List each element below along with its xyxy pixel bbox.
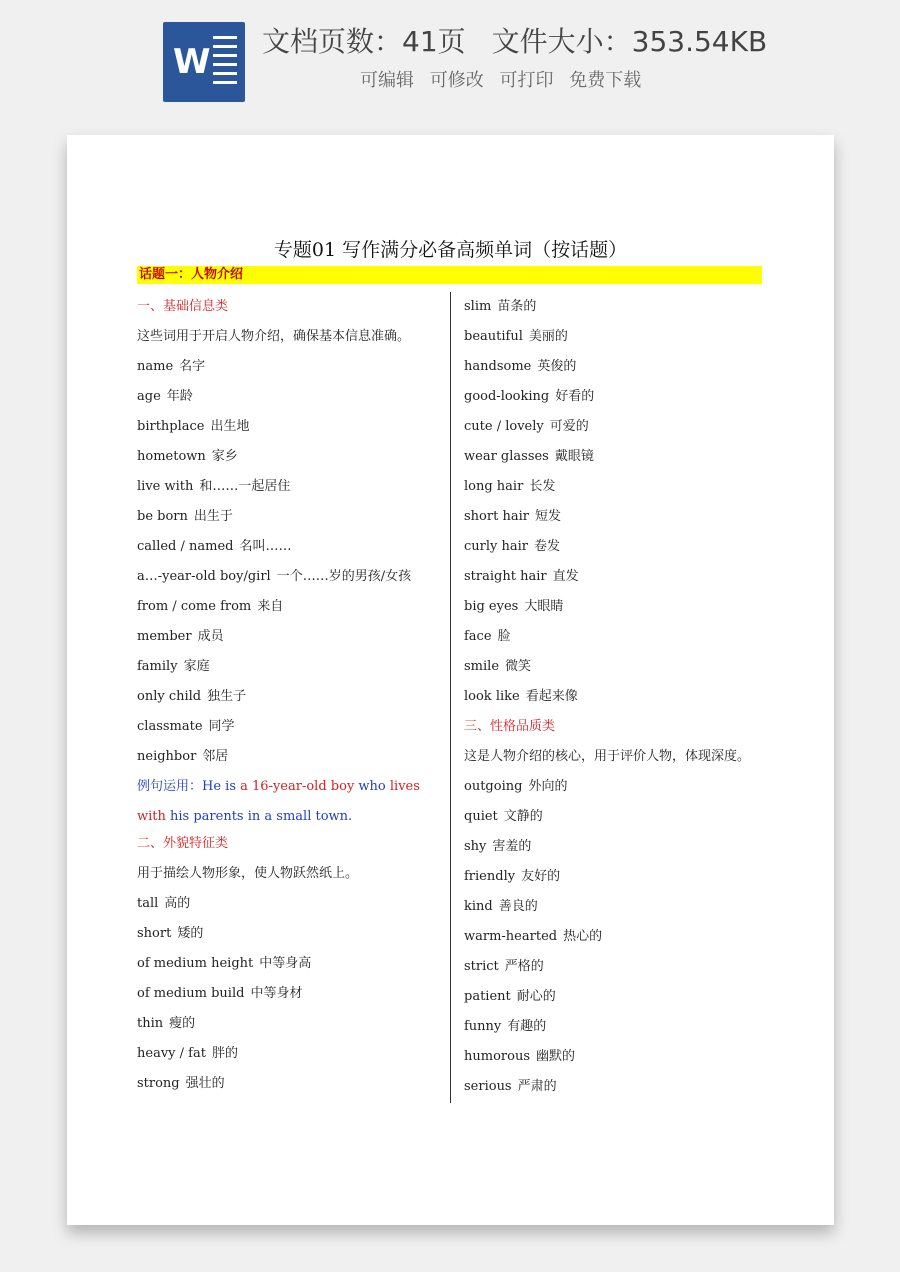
- vocab-chinese: 瘦的: [169, 1016, 196, 1031]
- vocab-entry: [464, 925, 774, 955]
- vocab-entry: [137, 595, 442, 625]
- vocab-chinese: 外向的: [528, 779, 568, 794]
- vocab-english: short hair: [464, 509, 529, 524]
- vocab-english: from / come from: [137, 599, 252, 614]
- vocab-english: kind: [464, 899, 493, 914]
- vocab-english: serious: [464, 1079, 512, 1094]
- vocab-english: strong: [137, 1076, 180, 1091]
- vocab-english: live with: [137, 479, 194, 494]
- vocab-english: birthplace: [137, 419, 205, 434]
- example-fragment: his parents in a small town.: [165, 809, 353, 824]
- vocab-chinese: 中等身高: [259, 956, 312, 971]
- vocab-chinese: 热心的: [563, 929, 603, 944]
- vocab-chinese: 出生地: [210, 419, 250, 434]
- vocab-chinese: 友好的: [521, 869, 561, 884]
- vocab-english: be born: [137, 509, 188, 524]
- vocab-entry: [137, 475, 442, 505]
- vocab-english: a…-year-old boy/girl: [137, 569, 271, 584]
- vocab-chinese: 名叫……: [239, 539, 292, 554]
- vocab-english: shy: [464, 839, 487, 854]
- vocab-entry: [137, 715, 442, 745]
- vocab-chinese: 幽默的: [535, 1049, 575, 1064]
- vocab-english: beautiful: [464, 329, 523, 344]
- vocab-chinese: 独生子: [207, 689, 247, 704]
- vocab-chinese: 邻居: [202, 749, 229, 764]
- file-meta: [262, 20, 793, 60]
- vocab-entry: [137, 415, 442, 445]
- vocab-chinese: 严肃的: [517, 1079, 557, 1094]
- vocab-chinese: 长发: [529, 479, 556, 494]
- vocab-english: outgoing: [464, 779, 523, 794]
- vocab-chinese: 微笑: [505, 659, 532, 674]
- vocab-entry: [464, 835, 774, 865]
- vocab-chinese: 矮的: [177, 926, 204, 941]
- vocab-entry: [137, 355, 442, 385]
- vocab-english: hometown: [137, 449, 206, 464]
- vocab-chinese: 名字: [179, 359, 206, 374]
- document-page: [67, 135, 834, 1225]
- left-column: [137, 295, 442, 1102]
- example-fragment: 例句运用：: [137, 779, 203, 794]
- vocab-chinese: 胖的: [211, 1046, 238, 1061]
- vocab-english: cute / lovely: [464, 419, 544, 434]
- vocab-english: only child: [137, 689, 202, 704]
- example-fragment: lives with: [137, 779, 420, 824]
- vocab-chinese: 家乡: [211, 449, 238, 464]
- section-description: 这是人物介绍的核心，用于评价人物，体现深度。: [464, 749, 751, 764]
- vocab-chinese: 好看的: [555, 389, 595, 404]
- vocab-english: name: [137, 359, 174, 374]
- vocab-entry: [137, 655, 442, 685]
- vocab-chinese: 苗条的: [497, 299, 537, 314]
- section-heading: 二、外貌特征类: [137, 836, 229, 851]
- vocab-entry: [464, 805, 774, 835]
- vocab-chinese: 卷发: [534, 539, 561, 554]
- feature-modifiable: 可修改: [429, 70, 484, 91]
- vocab-entry: [137, 1072, 442, 1102]
- vocab-english: curly hair: [464, 539, 528, 554]
- vocab-entry: [137, 745, 442, 775]
- section-description: 这些词用于开启人物介绍，确保基本信息准确。: [137, 329, 411, 344]
- vocab-entry: [464, 955, 774, 985]
- vocab-chinese: 短发: [534, 509, 561, 524]
- vocab-english: strict: [464, 959, 499, 974]
- vocab-entry: [464, 865, 774, 895]
- vocab-english: member: [137, 629, 192, 644]
- vocab-entry: [464, 475, 774, 505]
- vocab-english: neighbor: [137, 749, 197, 764]
- vocab-entry: [464, 595, 774, 625]
- section-heading: 三、性格品质类: [464, 719, 556, 734]
- vocab-chinese: 英俊的: [537, 359, 577, 374]
- vocab-english: smile: [464, 659, 500, 674]
- vocab-entry: [137, 982, 442, 1012]
- vocab-english: thin: [137, 1016, 164, 1031]
- vocab-chinese: 出生于: [193, 509, 233, 524]
- vocab-english: of medium height: [137, 956, 254, 971]
- vocab-english: of medium build: [137, 986, 245, 1001]
- vocab-entry: [137, 952, 442, 982]
- download-info-header: [0, 0, 900, 130]
- vocab-english: family: [137, 659, 178, 674]
- example-fragment: He is: [202, 779, 241, 794]
- vocab-entry: [464, 655, 774, 685]
- vocab-chinese: 耐心的: [516, 989, 556, 1004]
- vocab-entry: [464, 775, 774, 805]
- vocab-english: funny: [464, 1019, 502, 1034]
- vocab-english: slim: [464, 299, 492, 314]
- vocab-entry: [137, 1042, 442, 1072]
- vocab-entry: [137, 1012, 442, 1042]
- vocab-english: humorous: [464, 1049, 530, 1064]
- vocab-chinese: 同学: [208, 719, 235, 734]
- vocab-english: tall: [137, 896, 159, 911]
- example-fragment: a 16-year-old boy: [240, 779, 355, 794]
- feature-printable: 可打印: [499, 70, 554, 91]
- vocab-english: long hair: [464, 479, 524, 494]
- word-document-icon: W: [163, 22, 245, 102]
- vocab-entry: [137, 505, 442, 535]
- vocab-entry: [464, 1015, 774, 1045]
- vocab-chinese: 家庭: [183, 659, 210, 674]
- vocab-entry: [464, 1075, 774, 1105]
- vocab-english: straight hair: [464, 569, 547, 584]
- vocab-chinese: 和……一起居住: [199, 479, 291, 494]
- section-description: 用于描绘人物形象，使人物跃然纸上。: [137, 866, 359, 881]
- vocab-entry: [137, 892, 442, 922]
- vocab-chinese: 一个……岁的男孩/女孩: [276, 569, 412, 584]
- example-sentence: [137, 772, 442, 832]
- vocab-chinese: 严格的: [504, 959, 544, 974]
- vocab-english: called / named: [137, 539, 234, 554]
- vocab-chinese: 害羞的: [492, 839, 532, 854]
- vocab-chinese: 来自: [257, 599, 284, 614]
- vocab-entry: [464, 565, 774, 595]
- vocab-english: warm-hearted: [464, 929, 558, 944]
- vocab-english: good-looking: [464, 389, 550, 404]
- vocab-chinese: 有趣的: [507, 1019, 547, 1034]
- vocab-chinese: 看起来像: [525, 689, 578, 704]
- feature-tags: [360, 66, 651, 92]
- vocab-english: classmate: [137, 719, 203, 734]
- vocab-entry: [137, 535, 442, 565]
- vocab-chinese: 文静的: [503, 809, 543, 824]
- feature-editable: 可编辑: [360, 70, 414, 91]
- topic-heading: 话题一：人物介绍: [137, 266, 762, 284]
- vocab-entry: [464, 985, 774, 1015]
- vocab-entry: [137, 385, 442, 415]
- vocab-english: age: [137, 389, 161, 404]
- vocab-english: heavy / fat: [137, 1046, 206, 1061]
- vocab-entry: [464, 325, 774, 355]
- vocab-english: look like: [464, 689, 520, 704]
- vocab-entry: [464, 535, 774, 565]
- section-heading: 一、基础信息类: [137, 299, 229, 314]
- vocab-chinese: 脸: [497, 629, 511, 644]
- vocab-entry: [464, 385, 774, 415]
- vocab-entry: [464, 1045, 774, 1075]
- vocab-entry: [464, 685, 774, 715]
- right-column: [464, 295, 774, 1105]
- vocab-entry: [464, 895, 774, 925]
- vocab-chinese: 中等身材: [250, 986, 303, 1001]
- vocab-chinese: 强壮的: [185, 1076, 225, 1091]
- column-divider: [450, 292, 451, 1103]
- vocab-entry: [137, 625, 442, 655]
- vocab-english: short: [137, 926, 172, 941]
- vocab-entry: [137, 922, 442, 952]
- vocab-entry: [137, 685, 442, 715]
- vocab-english: wear glasses: [464, 449, 549, 464]
- vocab-chinese: 可爱的: [549, 419, 589, 434]
- vocab-chinese: 善良的: [498, 899, 538, 914]
- vocab-entry: [464, 295, 774, 325]
- vocab-entry: [464, 505, 774, 535]
- feature-free-download: 免费下载: [569, 70, 642, 91]
- vocab-english: friendly: [464, 869, 516, 884]
- page-count: 文档页数：41页: [262, 25, 466, 58]
- vocab-entry: [464, 625, 774, 655]
- vocab-chinese: 美丽的: [528, 329, 568, 344]
- vocab-chinese: 大眼睛: [524, 599, 564, 614]
- vocab-chinese: 直发: [552, 569, 579, 584]
- vocab-chinese: 年龄: [166, 389, 193, 404]
- vocab-chinese: 成员: [197, 629, 224, 644]
- vocab-english: patient: [464, 989, 511, 1004]
- vocab-entry: [464, 355, 774, 385]
- vocab-chinese: 高的: [164, 896, 191, 911]
- vocab-english: handsome: [464, 359, 532, 374]
- file-size: 文件大小：353.54KB: [491, 25, 768, 58]
- example-fragment: who: [354, 779, 390, 794]
- vocab-chinese: 戴眼镜: [554, 449, 594, 464]
- document-title: 专题01 写作满分必备高频单词（按话题）: [273, 239, 628, 261]
- vocab-english: big eyes: [464, 599, 519, 614]
- vocab-entry: [464, 415, 774, 445]
- vocab-entry: [137, 445, 442, 475]
- vocab-entry: [464, 445, 774, 475]
- vocab-english: face: [464, 629, 492, 644]
- vocab-english: quiet: [464, 809, 498, 824]
- vocab-entry: [137, 565, 442, 595]
